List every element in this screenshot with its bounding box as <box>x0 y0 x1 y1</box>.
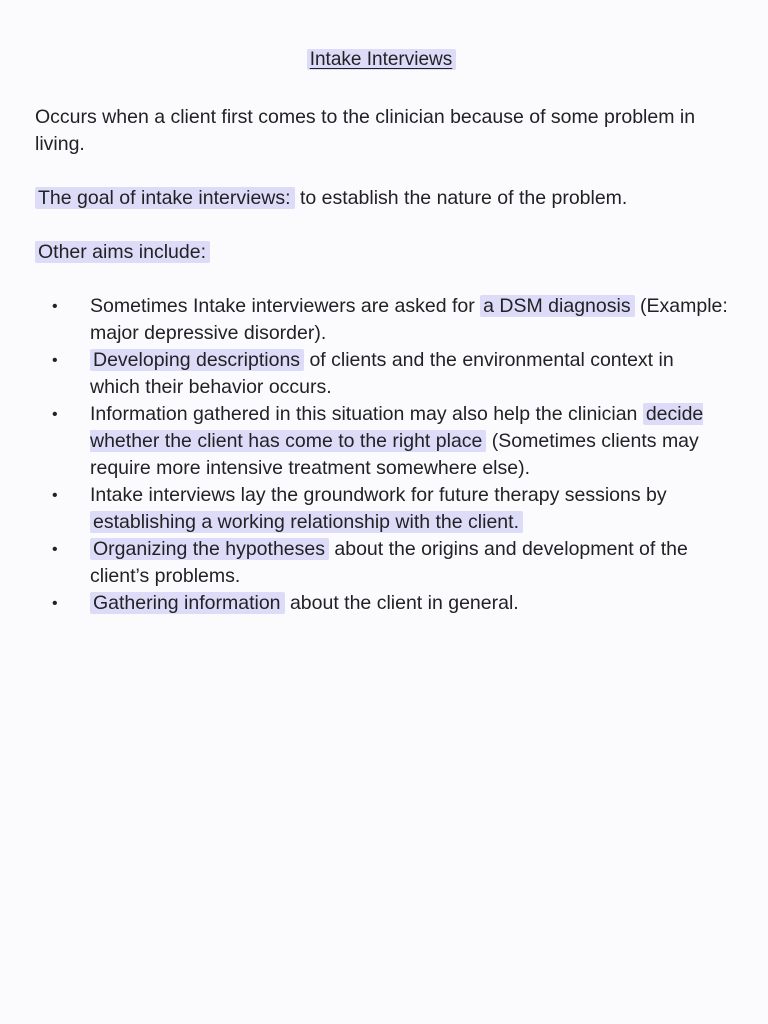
goal-colon: : <box>285 187 291 209</box>
bullet-icon: • <box>52 541 58 558</box>
item-highlight: Gathering information <box>90 592 285 614</box>
item-text: Intake interviews lay the groundwork for future therapy sessions by <box>90 484 667 506</box>
item-highlight: establishing a working relationship with the client. <box>90 511 523 533</box>
document-title <box>35 46 728 74</box>
item-text: about the client in general. <box>284 592 519 614</box>
item-text: (Sometimes clients may require more intensive treatment somewhere else). <box>90 430 699 479</box>
item-text: of clients and the environmental context in which their behavior occurs. <box>90 349 674 398</box>
bullet-icon: • <box>52 298 58 315</box>
item-text: Sometimes Intake interviewers are asked for <box>90 295 481 317</box>
bullet-icon: • <box>52 595 58 612</box>
item-highlight: Developing descriptions <box>90 349 304 371</box>
title-text: Intake Interviews <box>307 49 457 70</box>
list-item <box>35 347 728 401</box>
aims-list <box>35 293 728 617</box>
example-label: Example: <box>646 295 728 317</box>
bullet-icon: • <box>52 487 58 504</box>
item-text: about the origins and development of the client’s problems. <box>90 538 688 587</box>
list-item <box>35 590 728 617</box>
goal-text: to establish the nature of the problem. <box>294 187 628 209</box>
list-item <box>35 482 728 536</box>
goal-label <box>35 187 295 209</box>
item-text: major depressive disorder). <box>90 322 327 344</box>
item-highlight: decide whether the client has come to the right place <box>90 403 704 452</box>
aims-heading-text: Other aims include: <box>35 241 210 263</box>
goal-paragraph <box>35 185 728 212</box>
bullet-icon: • <box>52 406 58 423</box>
aims-heading <box>35 239 728 266</box>
goal-label-text: The goal of intake interviews <box>38 187 286 209</box>
list-item <box>35 536 728 590</box>
item-highlight: Organizing the hypotheses <box>90 538 329 560</box>
intro-paragraph: Occurs when a client first comes to the clinician because of some problem in living. <box>35 106 696 155</box>
item-text: Information gathered in this situation may also help the clinician <box>90 403 643 425</box>
list-item <box>35 401 728 482</box>
item-text: ( <box>634 295 647 317</box>
item-highlight: a DSM diagnosis <box>480 295 634 317</box>
list-item <box>35 293 728 347</box>
bullet-icon: • <box>52 352 58 369</box>
